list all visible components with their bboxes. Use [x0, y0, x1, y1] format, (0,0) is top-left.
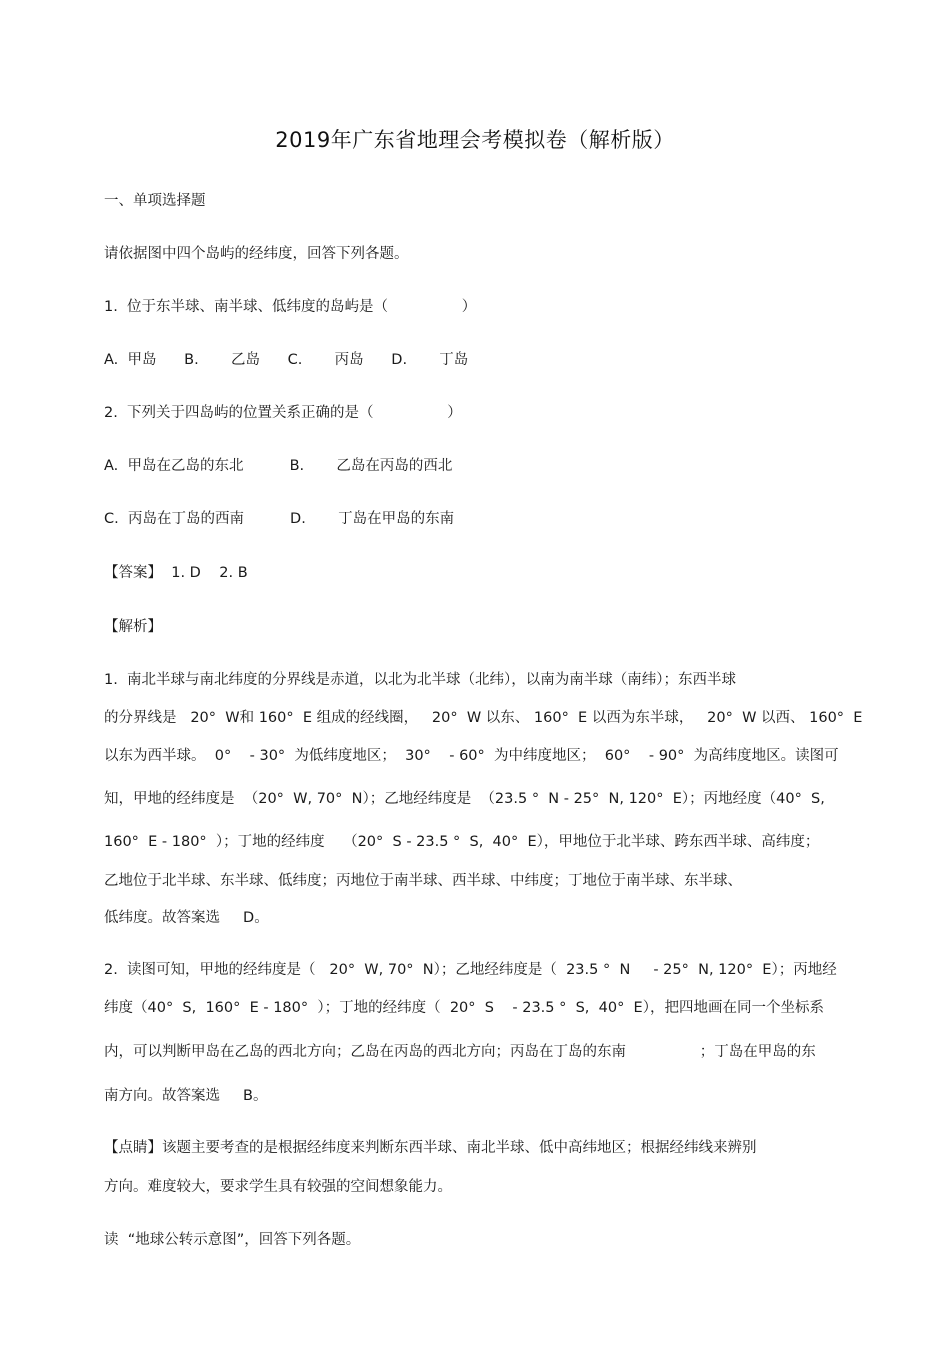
next-question-intro: 读 “地球公转示意图”，回答下列各题。 [104, 1232, 361, 1248]
section-heading: 一、单项选择题 [104, 193, 206, 209]
explanation-1-line: 低纬度。故答案选 D。 [104, 910, 269, 926]
analysis-label: 【解析】 [104, 619, 162, 635]
answer-line: 【答案】 1. D 2. B [104, 565, 248, 581]
explanation-1-line: 乙地位于北半球、东半球、低纬度；丙地位于南半球、西半球、中纬度；丁地位于南半球、东半球、 [104, 873, 742, 889]
question-2-options-cd: C. 丙岛在丁岛的西南 D. 丁岛在甲岛的东南 [104, 511, 455, 527]
explanation-2-line: 2. 读图可知，甲地的经纬度是（ 20° W, 70° N）；乙地经纬度是（ 23.5 ° N - 25° N, 120° E）；丙地经 [104, 962, 837, 978]
explanation-2-line: 内，可以判断甲岛在乙岛的西北方向；乙岛在丙岛的西北方向；丙岛在丁岛的东南 ；丁岛在甲岛的东 [104, 1044, 816, 1060]
question-1-options: A. 甲岛 B. 乙岛 C. 丙岛 D. 丁岛 [104, 352, 469, 368]
question-2-options-ab: A. 甲岛在乙岛的东北 B. 乙岛在丙岛的西北 [104, 458, 453, 474]
explanation-2-line: 南方向。故答案选 B。 [104, 1088, 268, 1104]
explanation-2-line: 纬度（40° S, 160° E - 180° ）；丁地的经纬度（ 20° S - 23.5 ° S, 40° E），把四地画在同一个坐标系 [104, 1000, 824, 1016]
explanation-1-line: 160° E - 180° ）；丁地的经纬度 （20° S - 23.5 ° S, 40° E），甲地位于北半球、跨东西半球、高纬度； [104, 834, 820, 850]
explanation-1-line: 以东为西半球。 0° - 30° 为低纬度地区； 30° - 60° 为中纬度地区； 60° - 90° 为高纬度地区。读图可 [104, 748, 839, 764]
question-2-stem: 2. 下列关于四岛屿的位置关系正确的是（ ） [104, 405, 462, 421]
explanation-1-line: 1. 南北半球与南北纬度的分界线是赤道，以北为北半球（北纬），以南为南半球（南纬）；东西半球 [104, 672, 737, 688]
question-1-stem: 1. 位于东半球、南半球、低纬度的岛屿是（ ） [104, 299, 477, 315]
explanation-1-line: 的分界线是 20° W和 160° E 组成的经线圈， 20° W 以东、 160° E 以西为东半球， 20° W 以西、 160° E [104, 710, 863, 726]
comment-line: 方向。难度较大，要求学生具有较强的空间想象能力。 [104, 1179, 452, 1195]
comment-line: 【点睛】该题主要考查的是根据经纬度来判断东西半球、南北半球、低中高纬地区；根据经纬线来辨别 [104, 1140, 757, 1156]
document-title: 2019年广东省地理会考模拟卷（解析版） [275, 128, 675, 152]
question-group-intro: 请依据图中四个岛屿的经纬度，回答下列各题。 [104, 246, 409, 262]
explanation-1-line: 知，甲地的经纬度是 （20° W, 70° N）；乙地经纬度是 （23.5 ° N - 25° N, 120° E）；丙地经度（40° S, [104, 791, 825, 807]
